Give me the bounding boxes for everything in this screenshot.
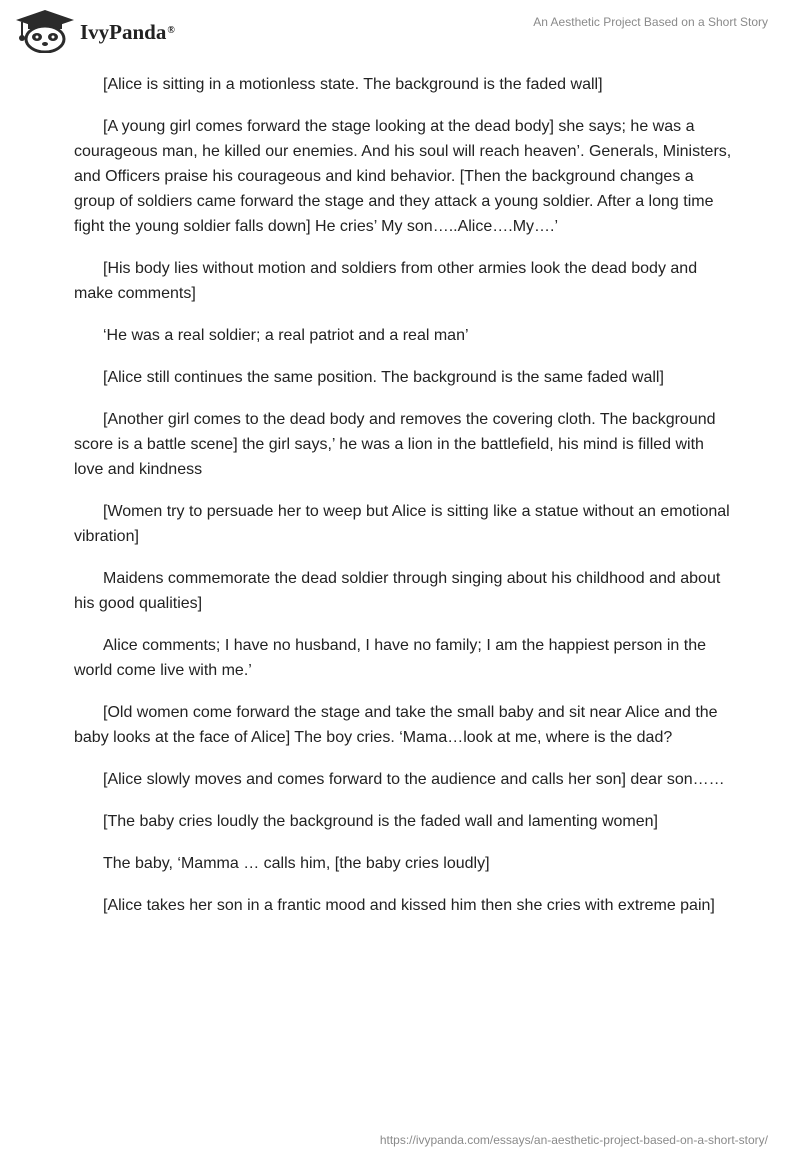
paragraph: ‘He was a real soldier; a real patriot and a real man’ (103, 327, 469, 344)
essay-body (74, 72, 734, 935)
document-title: An Aesthetic Project Based on a Short Story (533, 15, 768, 29)
page-header (0, 0, 800, 60)
paragraph: [Alice is sitting in a motionless state. The background is the faded wall] (103, 76, 603, 93)
panda-logo-icon[interactable] (14, 9, 76, 53)
paragraph: [The baby cries loudly the background is the faded wall and lamenting women] (103, 813, 658, 830)
source-url-link[interactable]: https://ivypanda.com/essays/an-aesthetic-project-based-on-a-short-story/ (379, 1133, 768, 1147)
paragraph: Maidens commemorate the dead soldier through singing about his childhood and about his good qualities] (74, 570, 721, 612)
paragraph: [Women try to persuade her to weep but Alice is sitting like a statue without an emotional vibration] (74, 503, 730, 545)
paragraph: [Alice takes her son in a frantic mood and kissed him then she cries with extreme pain] (103, 897, 715, 914)
brand-name[interactable] (80, 20, 175, 44)
brand-text: IvyPanda (80, 20, 167, 44)
registered-mark: ® (167, 25, 175, 36)
paragraph: [Alice slowly moves and comes forward to the audience and calls her son] dear son…… (103, 771, 725, 788)
paragraph: [Alice still continues the same position. The background is the same faded wall] (103, 369, 664, 386)
paragraph: [Another girl comes to the dead body and removes the covering cloth. The background score is a battle scene] the girl says,’ he was a lion in the battlefield, his mind is filled with love and kindness (74, 411, 716, 478)
paragraph: [Old women come forward the stage and take the small baby and sit near Alice and the baby looks at the face of Alice] The boy cries. ‘Mama…look at me, where is the dad? (74, 704, 718, 746)
paragraph: The baby, ‘Mamma … calls him, [the baby cries loudly] (103, 855, 490, 872)
paragraph: Alice comments; I have no husband, I have no family; I am the happiest person in the world come live with me.’ (74, 637, 707, 679)
paragraph: [His body lies without motion and soldiers from other armies look the dead body and make comments] (74, 260, 698, 302)
paragraph: [A young girl comes forward the stage looking at the dead body] she says; he was a courageous man, he killed our enemies. And his soul will reach heaven’. Generals, Ministers, and Officers praise his courageous and kind behavior. [Then the background changes a group of soldiers came forward the stage and they attack a young soldier. After a long time fight the young soldier falls down] He cries’ My son…..Alice….My….’ (74, 118, 732, 235)
